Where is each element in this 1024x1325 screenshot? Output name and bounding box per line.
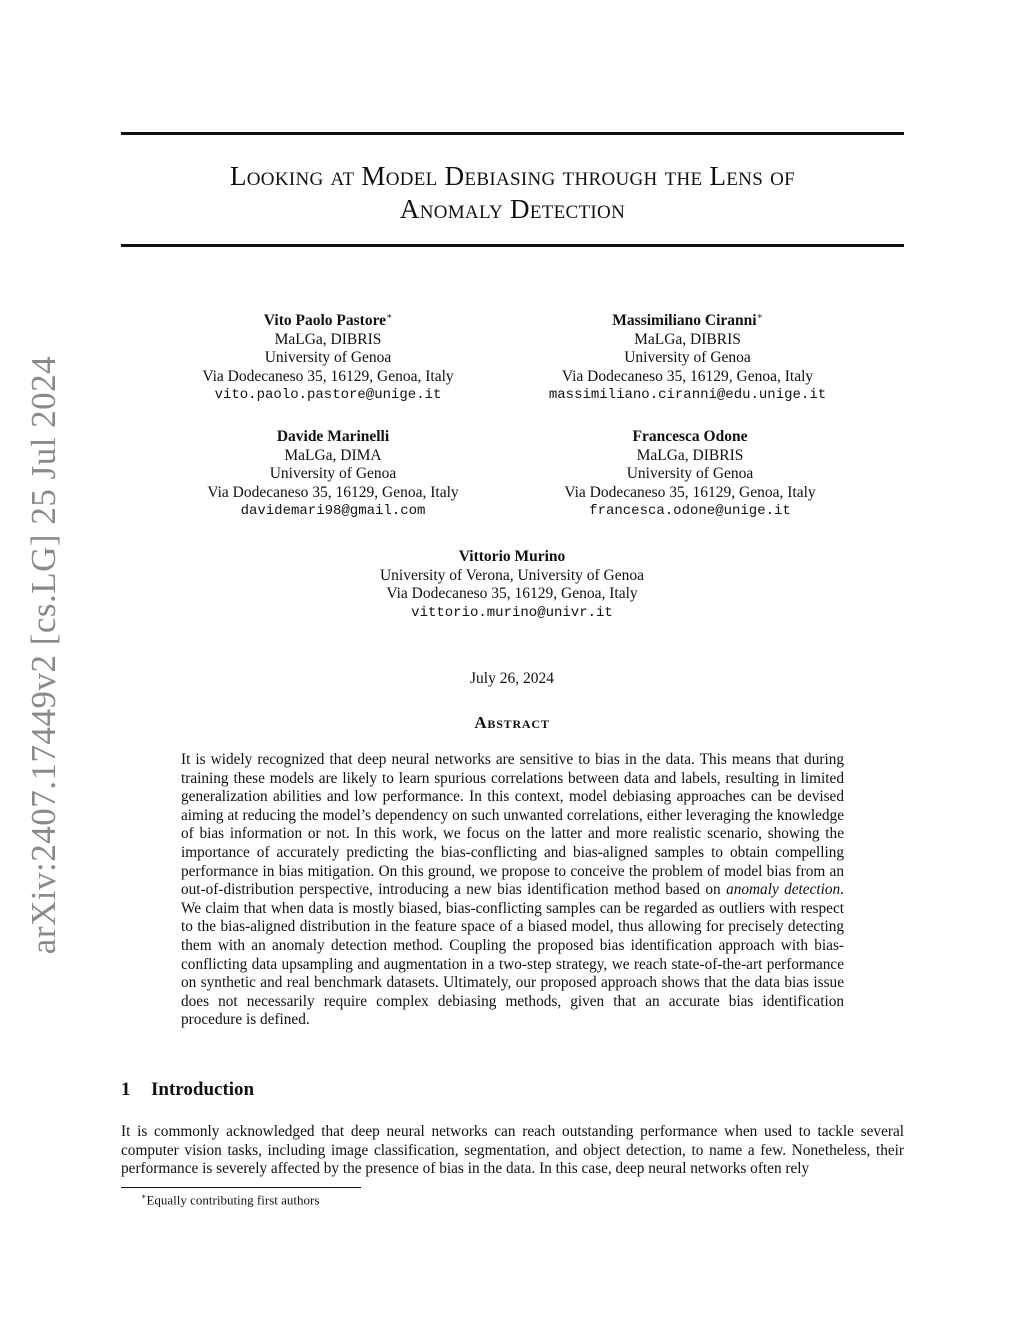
paper-title-line-2: Anomaly Detection (399, 194, 626, 224)
author-name: Davide Marinelli (276, 428, 390, 445)
author-address: Via Dodecaneso 35, 16129, Genoa, Italy (207, 483, 459, 501)
footnote-rule (121, 1187, 361, 1188)
author-email: vittorio.murino@univr.it (411, 604, 613, 621)
author-lab: MaLGa, DIBRIS (636, 446, 744, 464)
paper-title-line-1: Looking at Model Debiasing through the Lens of (229, 161, 795, 191)
author-institution: University of Verona, University of Genoa (379, 566, 644, 584)
author-address: Via Dodecaneso 35, 16129, Genoa, Italy (561, 367, 814, 385)
section-title: Introduction (151, 1079, 255, 1100)
author-lab: MaLGa, DIBRIS (274, 330, 382, 348)
section-number: 1 (121, 1079, 131, 1100)
title-bottom-rule (121, 244, 904, 247)
section-heading (121, 1079, 254, 1101)
abstract-emphasis: anomaly detection (726, 881, 841, 899)
arxiv-identifier-stamp: arXiv:2407.17449v2 [cs.LG] 25 Jul 2024 (24, 355, 63, 955)
author-name: Vito Paolo Pastore∗ (263, 311, 393, 330)
abstract-body: It is widely recognized that deep neural networks are sensitive to bias in the data. This means that during training these models are likely to learn spurious correlations between data and labels, resulting in limited generalization abilities and low performance. In this context, model debiasing approaches can be devised aiming at reducing the model’s dependency on such unwanted correlations, either leveraging the knowledge of bias information or not. In this work, we focus on the latter and more realistic scenario, showing the importance of accurately predicting the bias-conflicting and bias-aligned samples to obtain compelling performance in bias mitigation. On this ground, we propose to conceive the problem of model bias from an out-of-distribution perspective, introducing a new bias identification method based on anomaly detection. We claim that when data is mostly biased, bias-conflicting samples can be regarded as outliers with respect to the bias-aligned distribution in the feature space of a biased model, thus allowing for precisely detecting them with an anomaly detection method. Coupling the proposed bias identification approach with bias-conflicting data upsampling and augmentation in a two-step strategy, we reach state-of-the-art performance on synthetic and real benchmark datasets. Ultimately, our proposed approach shows that the data bias issue does not necessarily require complex debiasing methods, given that an accurate bias identification procedure is defined. (181, 751, 844, 1029)
author-name: Francesca Odone (632, 428, 748, 445)
footnote (141, 1192, 319, 1208)
author-email: massimiliano.ciranni@edu.unige.it (548, 387, 827, 404)
author-block (312, 548, 712, 622)
author-address: Via Dodecaneso 35, 16129, Genoa, Italy (202, 367, 454, 385)
author-address: Via Dodecaneso 35, 16129, Genoa, Italy (564, 483, 816, 501)
author-email: davidemari98@gmail.com (240, 503, 426, 519)
introduction-paragraph: It is commonly acknowledged that deep neural networks can reach outstanding performance when used to tackle several computer vision tasks, including image classification, segmentation, and object detection, to name a few. Nonetheless, their performance is severely affected by the presence of bias in the data. In this case, deep neural networks often rely (121, 1123, 904, 1178)
author-block (520, 428, 860, 521)
author-block (520, 307, 855, 405)
title-top-rule (121, 132, 904, 135)
author-block (168, 307, 488, 405)
footnote-text: Equally contributing first authors (146, 1192, 320, 1208)
author-lab: MaLGa, DIMA (284, 446, 382, 464)
author-institution: University of Genoa (624, 349, 751, 367)
author-name: Vittorio Murino (458, 548, 566, 565)
author-institution: University of Genoa (269, 465, 397, 482)
abstract-heading: Abstract (474, 713, 550, 732)
author-institution: University of Genoa (264, 349, 392, 367)
author-email: vito.paolo.pastore@unige.it (214, 387, 442, 404)
author-email: francesca.odone@unige.it (589, 503, 791, 519)
author-institution: University of Genoa (626, 465, 754, 482)
author-name: Massimiliano Ciranni∗ (612, 311, 763, 330)
author-address: Via Dodecaneso 35, 16129, Genoa, Italy (386, 585, 638, 602)
paper-title (121, 160, 904, 226)
author-lab: MaLGa, DIBRIS (634, 330, 741, 348)
author-block (168, 428, 498, 521)
publication-date: July 26, 2024 (470, 670, 554, 687)
footnote-mark: ∗ (141, 1192, 147, 1201)
